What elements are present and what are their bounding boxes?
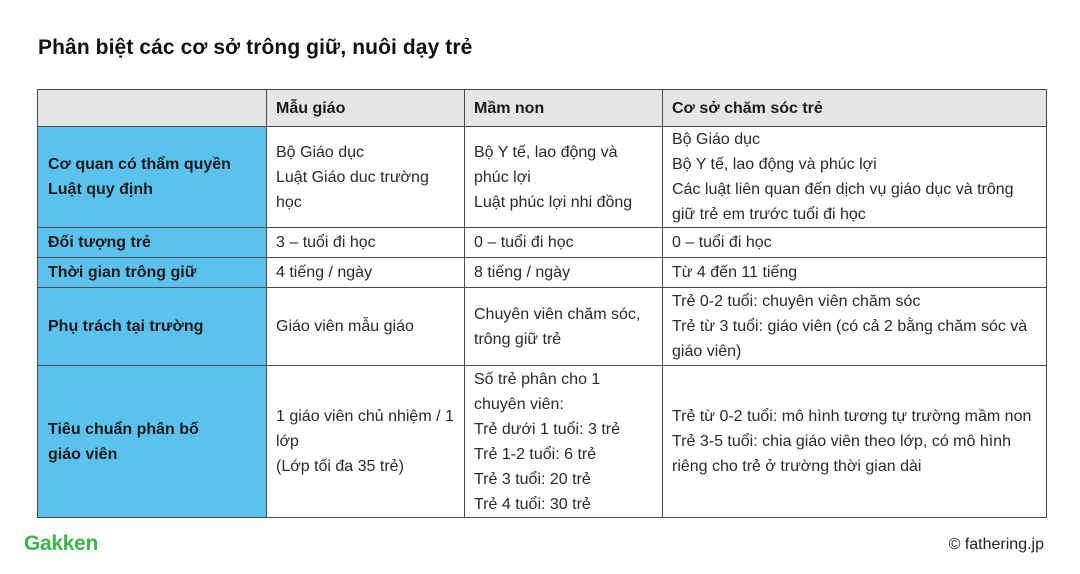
- comparison-table: [37, 89, 1047, 518]
- row-header-hours: [38, 258, 267, 288]
- cell-co-so: [663, 258, 1047, 288]
- cell-line: 1 giáo viên chủ nhiệm / 1 lớp: [276, 408, 454, 450]
- row-header-line: Thời gian trông giữ: [48, 264, 197, 281]
- cell-line: Trẻ 0-2 tuổi: chuyên viên chăm sóc: [672, 293, 921, 310]
- row-header-staff: [38, 288, 267, 366]
- copyright-credit: © fathering.jp: [948, 536, 1044, 553]
- cell-line: Trẻ 3 tuổi: 20 trẻ: [474, 470, 591, 488]
- table-row: [38, 228, 1047, 258]
- table-header-row: [38, 90, 1047, 127]
- header-cell-mau-giao: Mẫu giáo: [267, 90, 465, 127]
- table-row: [38, 366, 1047, 518]
- cell-line: (Lớp tối đa 35 trẻ): [276, 458, 404, 475]
- row-header-line: Phụ trách tại trường: [48, 318, 204, 335]
- cell-line: Bộ Giáo dục: [276, 143, 365, 161]
- cell-line: Trẻ 4 tuổi: 30 trẻ: [474, 495, 591, 513]
- page-title: Phân biệt các cơ sở trông giữ, nuôi dạy trẻ: [38, 36, 473, 59]
- header-cell-mam-non: Mầm non: [465, 90, 663, 127]
- cell-co-so: [663, 228, 1047, 258]
- cell-mau-giao: [267, 366, 465, 518]
- cell-co-so: [663, 366, 1047, 518]
- cell-mam-non: [465, 228, 663, 258]
- row-header-line: giáo viên: [48, 445, 118, 463]
- cell-line: Trẻ 1-2 tuổi: 6 trẻ: [474, 445, 597, 463]
- cell-co-so: [663, 288, 1047, 366]
- cell-mau-giao: [267, 127, 465, 228]
- row-header-ratio: [38, 366, 267, 518]
- row-header-authority: [38, 127, 267, 228]
- row-header-line: Tiêu chuẩn phân bố: [48, 420, 199, 438]
- cell-line: Trẻ từ 3 tuổi: giáo viên (có cả 2 bằng chăm sóc và giáo viên): [672, 318, 1028, 360]
- cell-line: Bộ Y tế, lao động và phúc lợi: [672, 156, 877, 173]
- cell-line: Giáo viên mẫu giáo: [276, 318, 414, 335]
- cell-mam-non: [465, 366, 663, 518]
- table-row: [38, 288, 1047, 366]
- cell-line: Trẻ từ 0-2 tuổi: mô hình tương tự trường mầm non: [672, 408, 1032, 425]
- cell-line: Chuyên viên chăm sóc, trông giữ trẻ: [474, 305, 641, 348]
- cell-mau-giao: [267, 288, 465, 366]
- cell-co-so: [663, 127, 1047, 228]
- cell-line: Luật Giáo duc trường học: [276, 168, 429, 211]
- table-row: [38, 258, 1047, 288]
- cell-line: Trẻ dưới 1 tuổi: 3 trẻ: [474, 420, 620, 438]
- cell-line: 0 – tuổi đi học: [474, 234, 574, 251]
- cell-line: 3 – tuổi đi học: [276, 234, 376, 251]
- cell-line: 0 – tuổi đi học: [672, 234, 772, 251]
- cell-line: Bộ Y tế, lao động và phúc lợi: [474, 143, 618, 186]
- cell-line: Từ 4 đến 11 tiếng: [672, 264, 798, 281]
- cell-mam-non: [465, 258, 663, 288]
- row-header-age: [38, 228, 267, 258]
- cell-mau-giao: [267, 228, 465, 258]
- cell-line: Luật phúc lợi nhi đồng: [474, 193, 633, 211]
- cell-line: Trẻ 3-5 tuổi: chia giáo viên theo lớp, có mô hình riêng cho trẻ ở trường thời gian dài: [672, 433, 1011, 475]
- cell-line: 4 tiếng / ngày: [276, 264, 373, 281]
- cell-mam-non: [465, 127, 663, 228]
- row-header-line: Đối tượng trẻ: [48, 234, 151, 251]
- cell-mau-giao: [267, 258, 465, 288]
- header-cell-co-so: Cơ sở chăm sóc trẻ: [663, 90, 1047, 127]
- row-header-line: Luật quy định: [48, 181, 153, 198]
- cell-line: Số trẻ phân cho 1 chuyên viên:: [474, 370, 601, 413]
- gakken-logo: Gakken: [24, 532, 99, 555]
- cell-line: 8 tiếng / ngày: [474, 264, 571, 281]
- header-cell-empty: [38, 90, 267, 127]
- cell-mam-non: [465, 288, 663, 366]
- row-header-line: Cơ quan có thẩm quyền: [48, 156, 231, 173]
- table-row: [38, 127, 1047, 228]
- cell-line: Bộ Giáo dục: [672, 131, 761, 148]
- cell-line: Các luật liên quan đến dịch vụ giáo dục và trông giữ trẻ em trước tuổi đi học: [672, 181, 1014, 223]
